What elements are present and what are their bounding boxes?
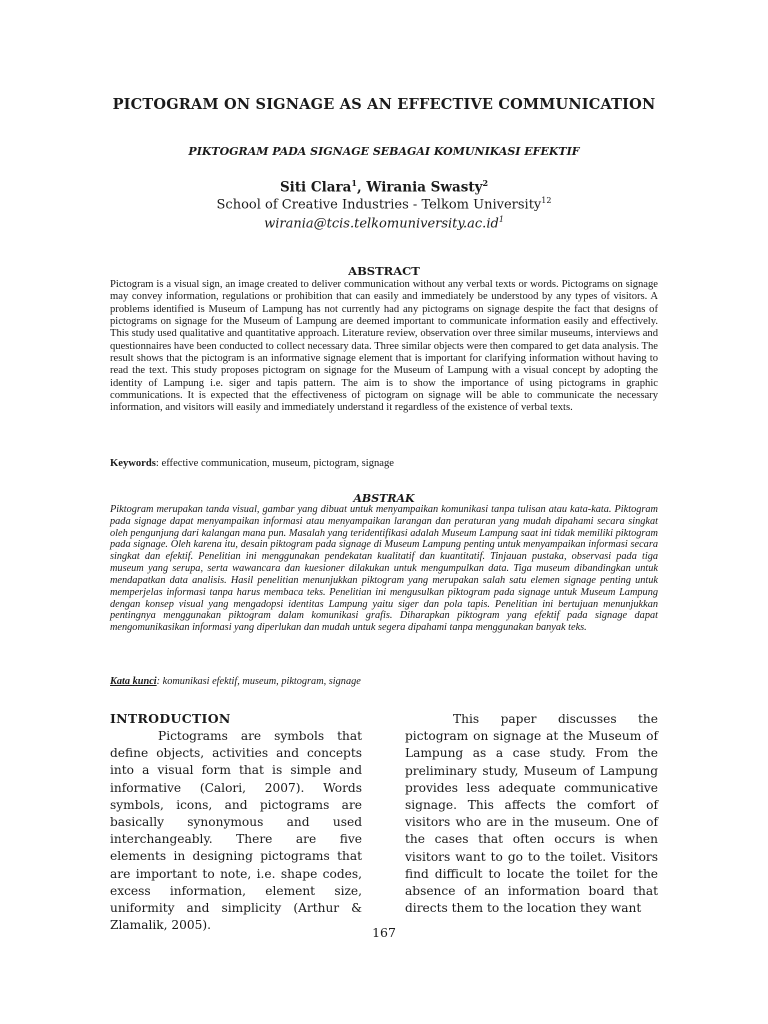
keywords-line bbox=[110, 458, 658, 469]
introduction-left-column: Pictograms are symbols that define objects, activities and concepts into a visual form that is simple and informative (Calori, 2007). Words symbols, icons, and pictograms are basically synonymous and used interchangeably. There are five elements in designing pictograms that are important to note, i.e. shape codes, excess information, element size, uniformity and simplicity (Arthur & Zlamalik, 2005). bbox=[110, 729, 362, 933]
kata-kunci-line bbox=[110, 676, 658, 687]
keywords-label: Keywords bbox=[110, 458, 156, 469]
page-number: 167 bbox=[372, 925, 396, 940]
affiliation-mark: 12 bbox=[541, 196, 552, 205]
paper-title: PICTOGRAM ON SIGNAGE AS AN EFFECTIVE COMMUNICATION bbox=[112, 96, 656, 113]
author-affiliation-mark: 1 bbox=[351, 178, 357, 188]
contact-email bbox=[0, 215, 768, 231]
keywords-text: : effective communication, museum, pictogram, signage bbox=[155, 458, 395, 469]
author-name: Siti Clara bbox=[279, 179, 352, 196]
introduction-heading: INTRODUCTION bbox=[110, 711, 231, 726]
affiliation bbox=[0, 196, 768, 212]
affiliation-text: School of Creative Industries - Telkom University bbox=[216, 197, 542, 213]
kata-kunci-label: Kata kunci bbox=[110, 676, 157, 687]
email-text: wirania@tcis.telkomuniversity.ac.id bbox=[264, 216, 499, 232]
author-line bbox=[0, 178, 768, 196]
author-name: Wirania Swasty bbox=[366, 179, 483, 196]
abstract-heading: ABSTRACT bbox=[348, 264, 420, 278]
abstract-body: Pictogram is a visual sign, an image created to deliver communication without any verbal texts or words. Pictograms on signage may convey information, regulations or prohibition that can easily and immediately be understood by any types of visitors. A problems identified is Museum of Lampung has not currently had any pictograms on signage despite the fact that designs of pictograms on signage for the Museum of Lampung are deemed important to communicate information easily and effectively. This study used qualitative and quantitative approach. Literature review, observation over three similar museums, interviews and questionnaires have been conducted to collect necessary data. Three similar objects were then compared to get data analysis. The result shows that the pictogram is an informative signage element that is important for clarifying information without having to read the text. This study proposes pictogram on signage for the Museum of Lampung with a visual concept by adopting the identity of Lampung i.e. siger and tapis pattern. The aim is to show the importance of using pictograms in graphic communications. It is expected that the effectiveness of pictogram on signage will be able to communicate the necessary information, and visitors will easily and immediately understand it regardless of the existence of verbal texts. bbox=[110, 279, 658, 414]
email-mark: 1 bbox=[498, 215, 504, 224]
author-affiliation-mark: 2 bbox=[482, 178, 489, 188]
author-separator: , bbox=[356, 179, 367, 196]
kata-kunci-text: : komunikasi efektif, museum, piktogram, signage bbox=[156, 676, 361, 687]
abstrak-body: Piktogram merupakan tanda visual, gambar yang dibuat untuk menyampaikan komunikasi tanpa tulisan atau kata-kata. Piktogram pada signage dapat menyampaikan informasi atau menyampaikan larangan dan peraturan yang mudah dipahami secara singkat oleh pengunjung dari kalangan mana pun. Masalah yang teridentifikasi adalah Museum Lampung saat ini tidak memiliki piktogram pada signage. Oleh karena itu, desain piktogram pada signage di Museum Lampung penting untuk menyampaikan informasi secara singkat dan efektif. Penelitian ini menggunakan pendekatan kualitatif dan kuantitatif. Tinjauan pustaka, observasi pada tiga museum yang serupa, serta wawancara dan kuesioner dilakukan untuk mengumpulkan data. Tiga museum dibandingkan untuk mendapatkan data analisis. Hasil penelitian menunjukkan piktogram yang merupakan salah satu elemen signage penting untuk memperjelas informasi tanpa harus membaca teks. Penelitian ini mengusulkan piktogram pada signage untuk Museum Lampung dengan konsep visual yang mengadopsi identitas Lampung yaitu siger dan pola tapis. Penelitian ini bertujuan menunjukkan pentingnya menggunakan piktogram dalam komunikasi grafis. Diharapkan piktogram yang efektif pada signage dapat mengomunikasikan informasi yang diperlukan dan mudah untuk segera dipahami tanpa menggunakan banyak teks. bbox=[110, 504, 658, 634]
introduction-right-column: This paper discusses the pictogram on signage at the Museum of Lampung as a case study. From the preliminary study, Museum of Lampung provides less adequate communicative signage. This affects the comfort of visitors who are in the museum. One of the cases that often occurs is when visitors want to go to the toilet. Visitors find difficult to locate the toilet for the absence of an information board that directs them to the location they want bbox=[405, 712, 658, 916]
abstrak-heading: ABSTRAK bbox=[353, 492, 415, 505]
paper-subtitle: PIKTOGRAM PADA SIGNAGE SEBAGAI KOMUNIKASI EFEKTIF bbox=[188, 145, 580, 158]
